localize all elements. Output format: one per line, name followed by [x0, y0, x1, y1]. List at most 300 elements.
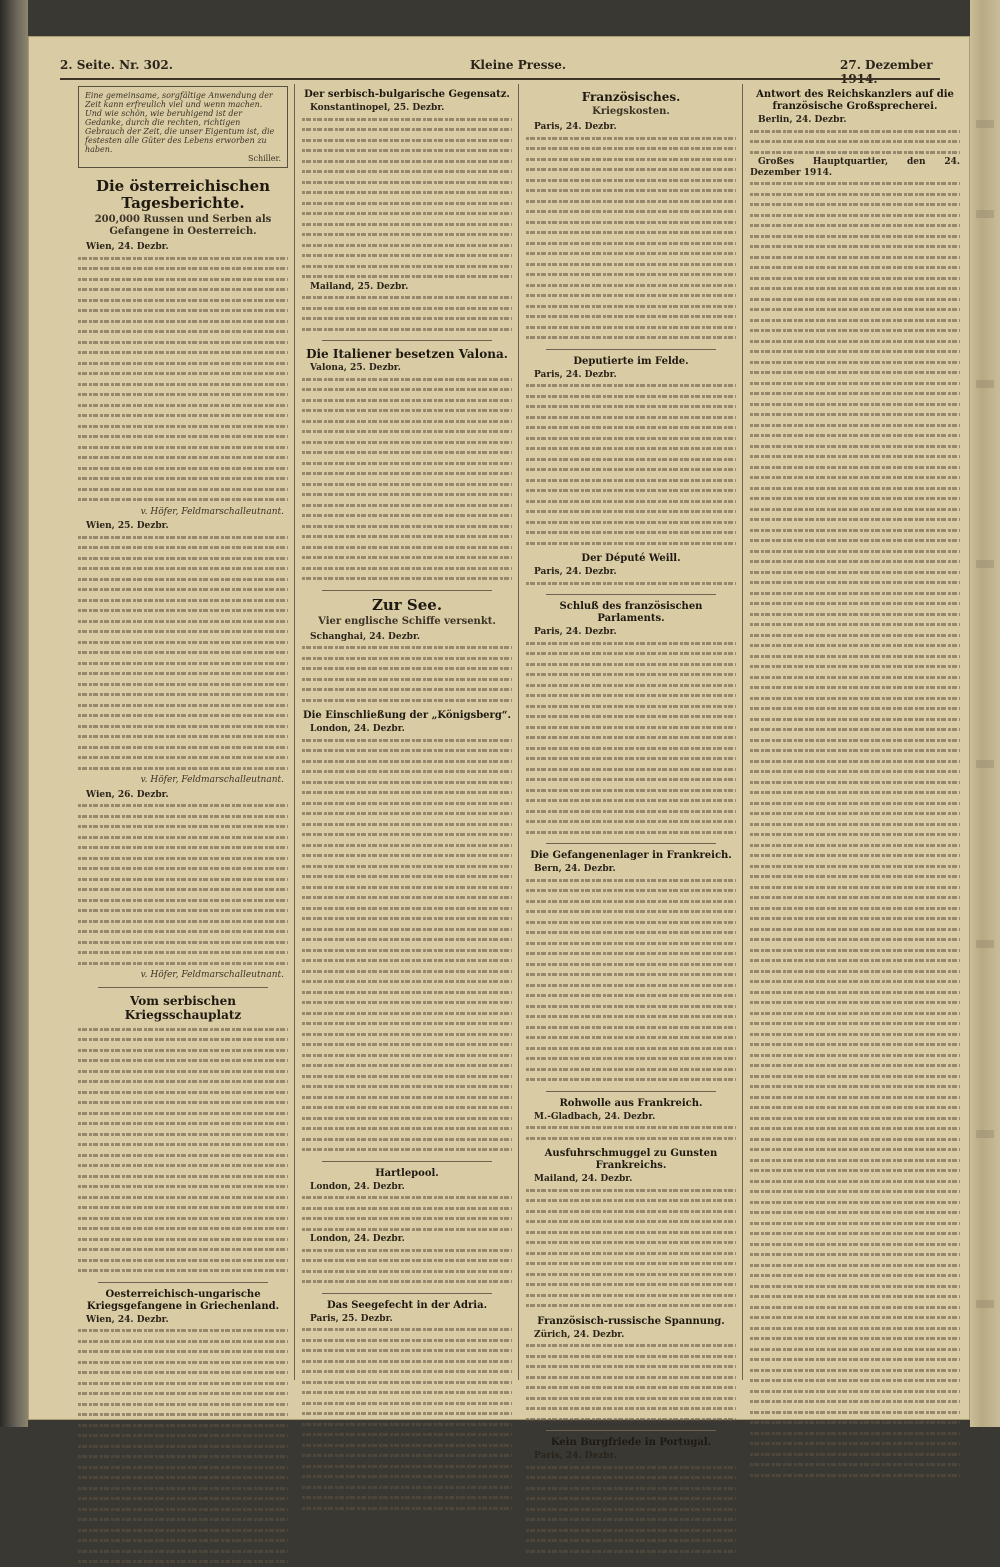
article-title: Das Seegefecht in der Adria.: [326, 1299, 488, 1311]
text-line: [78, 884, 288, 895]
text-line: [526, 1514, 736, 1525]
text-line: [302, 437, 512, 448]
text-line: [526, 1340, 736, 1351]
column-3: [526, 84, 736, 1556]
text-line: [526, 269, 736, 280]
column-rule: [742, 84, 743, 1380]
article-title: Die Gefangenenlager in Frankreich.: [530, 850, 732, 861]
text-line: [750, 808, 960, 819]
text-line: [302, 756, 512, 767]
text-line: [750, 1113, 960, 1124]
text-line: [302, 240, 512, 251]
signature: v. Höfer, Feldmarschalleutnant.: [140, 970, 284, 980]
dateline: Wien, 24. Dezbr.: [86, 242, 169, 252]
text-line: [526, 711, 736, 722]
text-line: [78, 1108, 288, 1119]
text-line: [750, 735, 960, 746]
text-line: [750, 1417, 960, 1428]
article-divider: [546, 594, 716, 595]
text-line: [750, 651, 960, 662]
text-line: [526, 1546, 736, 1557]
page-number: 2. Seite. Nr. 302.: [60, 58, 173, 72]
text-line: [78, 853, 288, 864]
text-line: [750, 472, 960, 483]
next-page-edge: [970, 0, 1000, 1427]
text-line: [526, 1074, 736, 1085]
dateline: Konstantinopel, 25. Dezbr.: [310, 103, 445, 113]
text-line: [526, 133, 736, 144]
text-line: [78, 1367, 288, 1378]
article-title: Die Italiener besetzen Valona.: [306, 347, 508, 361]
text-line: [78, 1171, 288, 1182]
text-line: [302, 1450, 512, 1461]
text-line: [750, 262, 960, 273]
text-line: [78, 1034, 288, 1045]
text-line: [526, 1414, 736, 1425]
text-line: [78, 1525, 288, 1536]
text-line: [526, 1053, 736, 1064]
text-line: [750, 136, 960, 147]
text-line: [78, 1192, 288, 1203]
text-line: [750, 409, 960, 420]
text-line: [302, 405, 512, 416]
article-divider: [322, 1293, 492, 1294]
text-line: [750, 1176, 960, 1187]
text-line: [750, 556, 960, 567]
text-line: [750, 1312, 960, 1323]
text-line: [78, 752, 288, 763]
article-divider: [546, 843, 716, 844]
text-line: [526, 906, 736, 917]
text-line: [302, 416, 512, 427]
text-line: [526, 795, 736, 806]
text-line: [302, 882, 512, 893]
text-line: [78, 553, 288, 564]
text-line: [526, 332, 736, 343]
text-line: [78, 700, 288, 711]
text-line: [78, 542, 288, 553]
text-line: [750, 1459, 960, 1470]
text-line: [302, 458, 512, 469]
text-line: [78, 874, 288, 885]
text-line: [78, 811, 288, 822]
text-line: [526, 1300, 736, 1311]
text-line: [302, 135, 512, 146]
column-rule: [294, 84, 295, 1380]
text-line: [750, 1102, 960, 1113]
text-line: [302, 1471, 512, 1482]
text-line: [750, 325, 960, 336]
text-line: [750, 997, 960, 1008]
text-line: [78, 1399, 288, 1410]
text-line: [78, 1265, 288, 1276]
text-line: [750, 609, 960, 620]
text-line: [526, 280, 736, 291]
article-title: Französisch-russische Spannung.: [537, 1315, 725, 1327]
dateline: Schanghai, 24. Dezbr.: [310, 631, 421, 642]
text-line: [750, 1470, 960, 1481]
text-line: [302, 1113, 512, 1124]
text-line: [78, 442, 288, 453]
text-line: [526, 1022, 736, 1033]
text-line: [750, 598, 960, 609]
text-line: [302, 966, 512, 977]
text-line: [78, 863, 288, 874]
text-line: [78, 326, 288, 337]
text-line: [302, 426, 512, 437]
text-line: [526, 1393, 736, 1404]
text-line: [78, 574, 288, 585]
text-line: [78, 1129, 288, 1140]
text-line: [750, 682, 960, 693]
text-line: [750, 1354, 960, 1365]
text-line: [78, 473, 288, 484]
text-line: [302, 735, 512, 746]
text-line: [750, 399, 960, 410]
text-line: [750, 304, 960, 315]
text-line: [78, 400, 288, 411]
text-line: [526, 701, 736, 712]
text-line: [78, 1202, 288, 1213]
article-title: Deputierte im Felde.: [573, 355, 689, 367]
text-line: [750, 987, 960, 998]
text-line: [302, 829, 512, 840]
text-line: [78, 1213, 288, 1224]
text-line: [302, 642, 512, 653]
text-line: [302, 1492, 512, 1503]
text-line: [526, 1248, 736, 1259]
dateline: London, 24. Dezbr.: [310, 724, 405, 734]
text-line: [750, 315, 960, 326]
text-line: [78, 937, 288, 948]
text-line: [78, 1097, 288, 1108]
text-line: [302, 861, 512, 872]
signature: v. Höfer, Feldmarschalleutnant.: [140, 775, 284, 785]
article-divider: [322, 590, 492, 591]
text-line: [78, 1325, 288, 1336]
dateline: Wien, 26. Dezbr.: [86, 789, 169, 800]
text-line: [526, 1269, 736, 1280]
page-edge-mark: [976, 760, 994, 768]
text-line: [78, 689, 288, 700]
quote-box: [78, 86, 288, 168]
text-line: [750, 1375, 960, 1386]
text-line: [750, 1396, 960, 1407]
text-line: [526, 443, 736, 454]
text-line: [526, 422, 736, 433]
text-line: [526, 1258, 736, 1269]
text-line: [78, 1087, 288, 1098]
text-line: [302, 913, 512, 924]
article-title: Schluß des französischen Parlaments.: [559, 601, 703, 624]
text-line: [526, 927, 736, 938]
dateline: Bern, 24. Dezbr.: [534, 864, 616, 874]
text-line: [78, 842, 288, 853]
text-line: [78, 1150, 288, 1161]
dateline: Mailand, 25. Dezbr.: [310, 281, 409, 292]
text-line: [750, 1050, 960, 1061]
text-line: [526, 259, 736, 270]
text-line: [78, 1409, 288, 1420]
text-line: [526, 969, 736, 980]
text-line: [750, 745, 960, 756]
text-line: [526, 1403, 736, 1414]
dateline: Paris, 24. Dezbr.: [534, 627, 617, 637]
text-line: [78, 1244, 288, 1255]
text-line: [302, 124, 512, 135]
text-line: [750, 451, 960, 462]
text-line: [302, 1335, 512, 1346]
text-line: [302, 1134, 512, 1145]
article-divider: [546, 1430, 716, 1431]
text-line: [750, 1123, 960, 1134]
text-line: [526, 990, 736, 1001]
text-line: [302, 1144, 512, 1155]
text-line: [78, 1546, 288, 1557]
text-line: [750, 357, 960, 368]
text-line: [302, 447, 512, 458]
text-line: [302, 653, 512, 664]
text-line: [78, 905, 288, 916]
article-subtitle: Kriegskosten.: [592, 106, 670, 117]
text-line: [750, 283, 960, 294]
text-line: [750, 1060, 960, 1071]
text-line: [78, 379, 288, 390]
text-line: [302, 500, 512, 511]
text-line: [302, 1503, 512, 1514]
text-line: [78, 710, 288, 721]
text-line: [78, 337, 288, 348]
text-line: [526, 517, 736, 528]
text-line: [78, 1024, 288, 1035]
text-line: [526, 175, 736, 186]
text-line: [302, 1213, 512, 1224]
text-line: [78, 253, 288, 264]
text-line: [526, 1493, 736, 1504]
text-line: [750, 504, 960, 515]
text-line: [750, 1018, 960, 1029]
text-line: [750, 588, 960, 599]
text-line: [302, 1276, 512, 1287]
text-line: [302, 1203, 512, 1214]
text-line: [302, 261, 512, 272]
text-line: [302, 156, 512, 167]
text-line: [526, 917, 736, 928]
page-edge-mark: [976, 1300, 994, 1308]
article-divider: [322, 1161, 492, 1162]
text-line: [78, 584, 288, 595]
text-line: [750, 871, 960, 882]
text-line: [526, 322, 736, 333]
text-line: [302, 840, 512, 851]
text-line: [750, 535, 960, 546]
article-divider: [546, 1091, 716, 1092]
text-line: [750, 1291, 960, 1302]
text-line: [750, 1071, 960, 1082]
text-line: [526, 1472, 736, 1483]
text-line: [750, 1029, 960, 1040]
column-4: [750, 84, 960, 1480]
text-line: [526, 638, 736, 649]
text-line: [302, 552, 512, 563]
text-line: [526, 433, 736, 444]
text-line: [526, 1206, 736, 1217]
text-line: [78, 668, 288, 679]
dateline: Paris, 24. Dezbr.: [534, 1451, 617, 1461]
text-line: [78, 616, 288, 627]
text-line: [302, 777, 512, 788]
text-line: [526, 1195, 736, 1206]
text-line: [302, 1224, 512, 1235]
text-line: [526, 659, 736, 670]
text-line: [302, 1345, 512, 1356]
article-title: Ausfuhrschmuggel zu Gunsten Frankreichs.: [544, 1148, 718, 1171]
text-line: [78, 1346, 288, 1357]
text-line: [302, 1482, 512, 1493]
text-line: [526, 1122, 736, 1133]
article-subtitle: Vier englische Schiffe versenkt.: [318, 615, 496, 627]
text-line: [526, 948, 736, 959]
text-line: [526, 290, 736, 301]
text-line: [526, 301, 736, 312]
text-line: [526, 785, 736, 796]
text-line: [750, 189, 960, 200]
text-line: [750, 1155, 960, 1166]
text-line: [750, 924, 960, 935]
text-line: [750, 462, 960, 473]
text-line: [750, 147, 960, 158]
signature: v. Höfer, Feldmarschalleutnant.: [140, 506, 284, 517]
text-line: [526, 578, 736, 589]
text-line: [750, 1407, 960, 1418]
text-line: [78, 284, 288, 295]
text-line: [78, 1483, 288, 1494]
text-line: [302, 892, 512, 903]
text-line: [526, 669, 736, 680]
text-line: [302, 384, 512, 395]
text-line: [302, 229, 512, 240]
text-line: [750, 1260, 960, 1271]
text-line: [302, 1377, 512, 1388]
text-line: [78, 1160, 288, 1171]
text-line: [750, 1323, 960, 1334]
text-line: [302, 145, 512, 156]
text-line: [78, 1223, 288, 1234]
text-line: [750, 672, 960, 683]
text-line: [302, 573, 512, 584]
text-line: [78, 316, 288, 327]
text-line: [78, 916, 288, 927]
text-line: [750, 1344, 960, 1355]
text-line: [750, 483, 960, 494]
text-line: [750, 1449, 960, 1460]
article-title: Oesterreichisch-ungarische Kriegsgefangene in Griechenland.: [86, 1288, 280, 1312]
text-line: [750, 388, 960, 399]
text-line: [302, 395, 512, 406]
text-line: [78, 605, 288, 616]
text-line: [302, 997, 512, 1008]
text-line: [302, 198, 512, 209]
text-line: [78, 679, 288, 690]
text-line: [78, 926, 288, 937]
column-rule: [518, 84, 519, 1380]
text-line: [78, 305, 288, 316]
text-line: [750, 892, 960, 903]
text-line: [526, 764, 736, 775]
text-line: [78, 731, 288, 742]
text-line: [750, 1134, 960, 1145]
text-line: [750, 819, 960, 830]
text-line: [302, 177, 512, 188]
text-line: [750, 1165, 960, 1176]
text-line: [526, 401, 736, 412]
text-line: [78, 1076, 288, 1087]
text-line: [526, 875, 736, 886]
text-line: [302, 219, 512, 230]
article-divider: [98, 1282, 268, 1283]
text-line: [526, 1133, 736, 1144]
text-line: [78, 274, 288, 285]
text-line: [302, 945, 512, 956]
text-line: [302, 324, 512, 335]
text-line: [750, 420, 960, 431]
text-line: [526, 238, 736, 249]
text-line: [750, 693, 960, 704]
text-line: [302, 1018, 512, 1029]
text-line: [526, 732, 736, 743]
text-line: [526, 885, 736, 896]
dateline: Paris, 25. Dezbr.: [310, 1313, 393, 1324]
text-line: [302, 250, 512, 261]
text-line: [750, 294, 960, 305]
text-line: [526, 1382, 736, 1393]
header-rule: [60, 78, 940, 80]
text-line: [750, 210, 960, 221]
text-line: [302, 924, 512, 935]
text-line: [78, 295, 288, 306]
text-line: [78, 626, 288, 637]
text-line: [302, 684, 512, 695]
text-line: [526, 1372, 736, 1383]
text-line: [78, 895, 288, 906]
text-line: [78, 647, 288, 658]
text-line: [302, 187, 512, 198]
text-line: [750, 1228, 960, 1239]
page-edge-mark: [976, 560, 994, 568]
page-edge-mark: [976, 1130, 994, 1138]
text-line: [526, 1525, 736, 1536]
text-line: [78, 1556, 288, 1567]
text-line: [750, 829, 960, 840]
text-line: [302, 819, 512, 830]
text-line: [526, 154, 736, 165]
dateline: Paris, 24. Dezbr.: [534, 122, 617, 132]
text-line: [750, 945, 960, 956]
text-line: [78, 1504, 288, 1515]
text-line: [750, 346, 960, 357]
text-line: [78, 563, 288, 574]
text-line: [526, 506, 736, 517]
text-line: [750, 934, 960, 945]
text-line: [302, 1102, 512, 1113]
text-line: [302, 166, 512, 177]
text-line: [526, 412, 736, 423]
text-line: [526, 527, 736, 538]
text-line: [78, 1357, 288, 1368]
text-line: [526, 206, 736, 217]
text-line: [302, 1008, 512, 1019]
text-line: [78, 1378, 288, 1389]
